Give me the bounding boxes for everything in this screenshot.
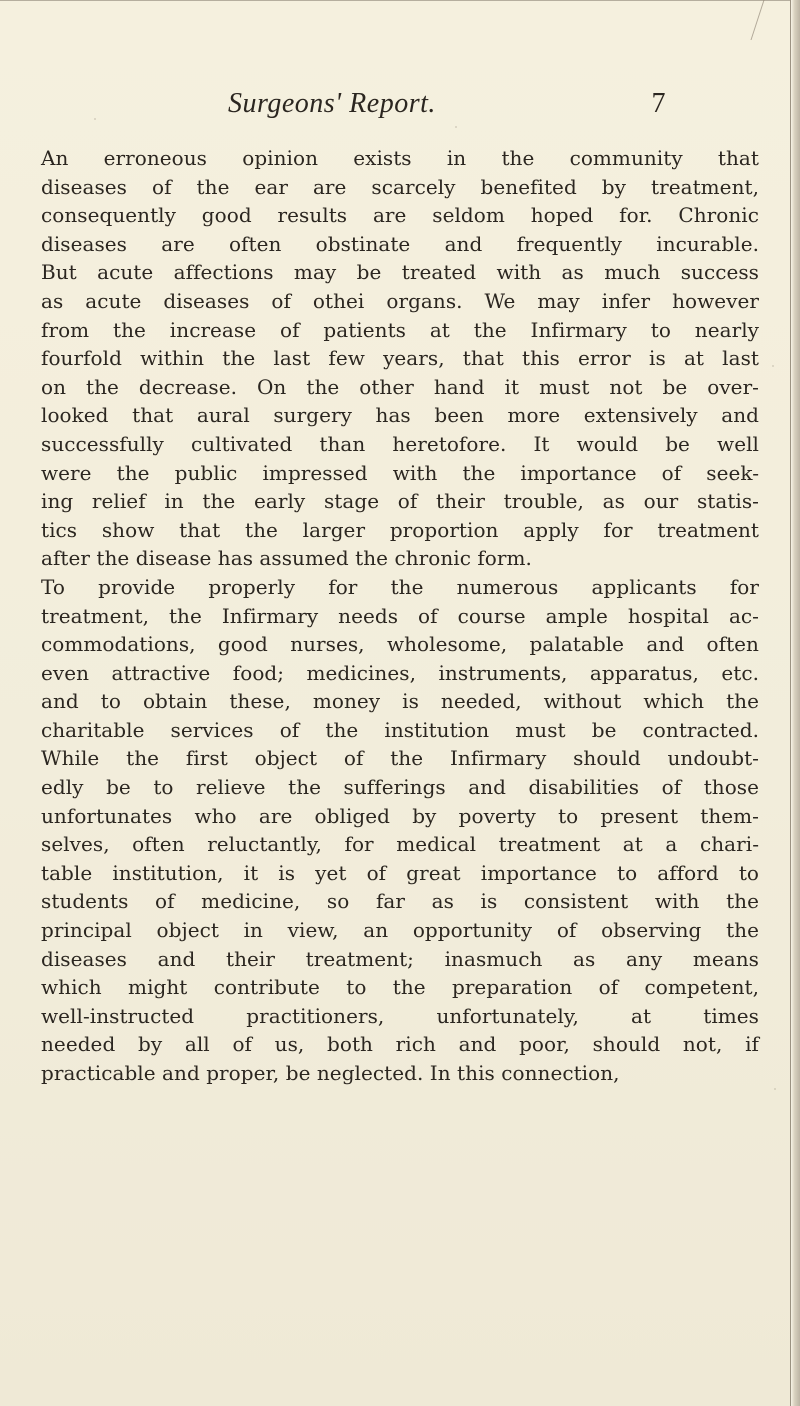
body-line-28: principal object in view, an opportunity of observing the: [41, 918, 759, 943]
body-text-block: [41, 144, 759, 1088]
body-line-32: needed by all of us, both rich and poor, should not, if: [41, 1032, 759, 1057]
body-line-3: consequently good results are seldom hoped for. Chronic: [41, 203, 759, 228]
top-page-edge: [0, 0, 790, 7]
body-line-33: practicable and proper, be neglected. In this connection,: [41, 1061, 620, 1085]
body-line-14: tics show that the larger proportion apply for treatment: [41, 517, 759, 542]
body-line-16: To provide properly for the numerous applicants for: [41, 574, 759, 599]
body-line-2: diseases of the ear are scarcely benefited by treatment,: [41, 174, 759, 199]
paper-speck: [94, 118, 96, 120]
body-line-1: An erroneous opinion exists in the community that: [41, 146, 759, 170]
body-line-30: which might contribute to the preparation of competent,: [41, 975, 759, 1000]
page-number: 7: [651, 88, 666, 119]
body-line-13: ing relief in the early stage of their trouble, as our statis-: [41, 489, 759, 514]
body-line-26: table institution, it is yet of great importance to afford to: [41, 860, 759, 885]
body-line-24: unfortunates who are obliged by poverty to present them-: [41, 803, 759, 828]
body-line-7: from the increase of patients at the Infirmary to nearly: [41, 317, 759, 342]
paper-speck: [774, 1088, 776, 1090]
body-line-17: treatment, the Infirmary needs of course ample hospital ac-: [41, 603, 759, 628]
body-line-29: diseases and their treatment; inasmuch as any means: [41, 946, 759, 971]
body-line-25: selves, often reluctantly, for medical treatment at a chari-: [41, 832, 759, 857]
body-line-8: fourfold within the last few years, that this error is at last: [41, 346, 759, 371]
paper-speck: [455, 126, 457, 128]
right-page-edge-shadow: [791, 0, 800, 1406]
running-header: [228, 88, 666, 128]
body-line-19: even attractive food; medicines, instruments, apparatus, etc.: [41, 660, 759, 685]
body-line-27: students of medicine, so far as is consistent with the: [41, 889, 759, 914]
paper-speck: [772, 365, 774, 367]
body-line-6: as acute diseases of othei organs. We may infer however: [41, 288, 759, 313]
body-line-11: successfully cultivated than heretofore. It would be well: [41, 431, 759, 456]
body-line-5: But acute affections may be treated with as much success: [41, 260, 759, 285]
body-line-18: commodations, good nurses, wholesome, palatable and often: [41, 632, 759, 657]
body-line-9: on the decrease. On the other hand it must not be over-: [41, 374, 759, 399]
body-line-10: looked that aural surgery has been more extensively and: [41, 403, 759, 428]
body-line-23: edly be to relieve the sufferings and disabilities of those: [41, 775, 759, 800]
body-line-20: and to obtain these, money is needed, without which the: [41, 689, 759, 714]
body-line-4: diseases are often obstinate and frequently incurable.: [41, 231, 759, 256]
body-line-31: well-instructed practitioners, unfortunately, at times: [41, 1003, 759, 1028]
body-line-22: While the first object of the Infirmary should undoubt-: [41, 746, 759, 771]
body-line-12: were the public impressed with the importance of seek-: [41, 460, 759, 485]
body-line-15: after the disease has assumed the chronic form.: [41, 546, 532, 571]
running-header-title: Surgeons' Report.: [228, 88, 436, 119]
body-line-21: charitable services of the institution must be contracted.: [41, 717, 759, 742]
